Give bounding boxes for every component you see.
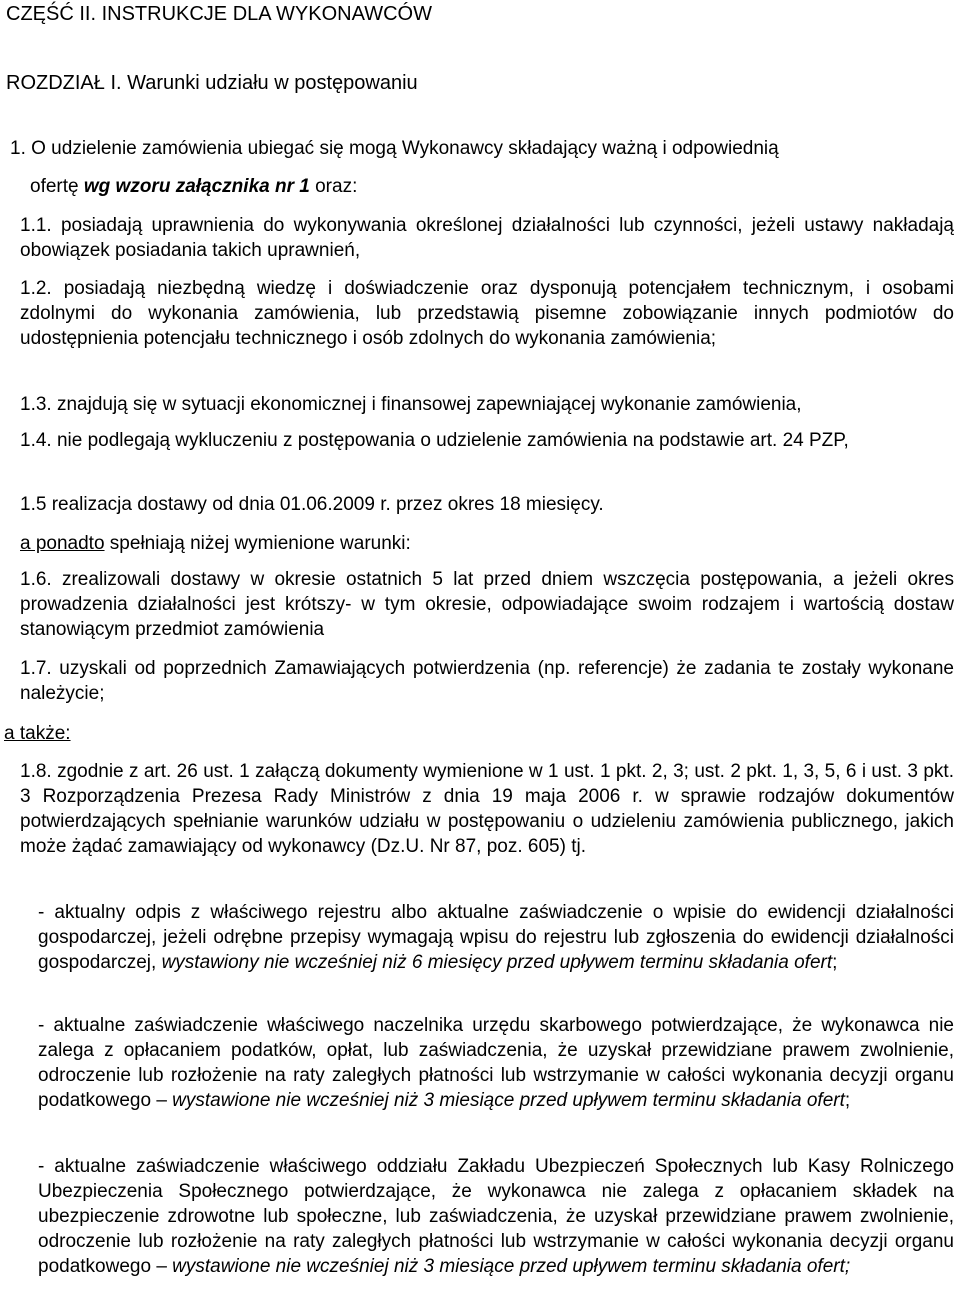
condition-1-5: 1.5 realizacja dostawy od dnia 01.06.2009 r. przez okres 18 miesięcy. [20,494,604,515]
document-item-3-text: - aktualne zaświadczenie właściwego oddziału Zakładu Ubezpieczeń Społecznych lub Kasy Rolniczego Ubezpieczenia Społecznego potwierdzające, że wykonawca nie zalega z opłacaniem składek na ubezpieczenie zdrowotne lub społeczne, lub zaświadczenia, że uzyskał przewidziane prawem zwolnienie, odroczenie lub rozłożenie na raty zaległych płatności lub wstrzymanie w całości wykonania decyzji organu podatkowego – [38,1156,954,1277]
document-item-1 [38,900,954,975]
section-1-text-end: oraz: [309,176,358,197]
condition-1-1: 1.1. posiadają uprawnienia do wykonywania określonej działalności lub czynności, jeżeli ustawy nakładają obowiązek posiadania takich uprawnień, [20,215,954,261]
document-item-2 [38,1013,954,1113]
chapter-title: ROZDZIAŁ I. Warunki udziału w postępowaniu [6,72,418,94]
takze-label: a także: [4,723,71,744]
condition-1-4: 1.4. nie podlegają wykluczeniu z postępowania o udzielenie zamówienia na podstawie art. 24 PZP, [20,430,849,451]
section-1-line-b [30,174,950,199]
ponadto-text: spełniają niżej wymienione warunki: [104,533,411,554]
condition-1-2: 1.2. posiadają niezbędną wiedzę i doświadczenie oraz dysponują potencjałem technicznym, i osobami zdolnymi do wykonania zamówienia, lub przedstawią pisemne zobowiązanie innych podmiotów do udostępnienia potencjału technicznego i osób zdolnych do wykonania zamówienia; [20,278,954,349]
condition-1-6: 1.6. zrealizowali dostawy w okresie ostatnich 5 lat przed dniem wszczęcia postępowania, a jeżeli okres prowadzenia działalności jest krótszy- w tym okresie, odpowiadające swoim rodzajem i wartością dostaw stanowiącym przedmiot zamówienia [20,569,954,640]
additional-conditions-intro [20,531,954,556]
document-item-3 [38,1154,954,1279]
condition-1-7: 1.7. uzyskali od poprzednich Zamawiających potwierdzenia (np. referencje) że zadania te zostały wykonane należycie; [20,658,954,704]
document-item-1-text: - aktualny odpis z właściwego rejestru albo aktualne zaświadczenie o wpisie do ewidencji działalności gospodarczej, jeżeli odrębne przepisy wymagają wpisu do rejestru lub zgłoszenia do ewidencji działalności gospodarczej, [38,902,954,973]
part-title: CZĘŚĆ II. INSTRUKCJE DLA WYKONAWCÓW [6,3,432,25]
section-1-line-a: 1. O udzielenie zamówienia ubiegać się mogą Wykonawcy składający ważną i odpowiednią [10,138,779,159]
ponadto-underlined: a ponadto [20,533,105,554]
document-item-2-text: - aktualne zaświadczenie właściwego naczelnika urzędu skarbowego potwierdzające, że wykonawca nie zalega z opłacaniem podatków, opłat, lub zaświadczenia, że uzyskał przewidziane prawem zwolnienie, odroczenie lub rozłożenie na raty zaległych płatności lub wstrzymanie w całości wykonania decyzji organu podatkowego – [38,1015,954,1111]
section-1-text: ofertę [30,176,84,197]
condition-1-3: 1.3. znajdują się w sytuacji ekonomicznej i finansowej zapewniającej wykonanie zamówienia, [20,394,802,415]
document-item-2-end: ; [844,1090,851,1111]
document-item-3-italic: wystawione nie wcześniej niż 3 miesiące przed upływem terminu składania ofert; [172,1256,851,1277]
document-item-2-italic: wystawione nie wcześniej niż 3 miesiące przed upływem terminu składania ofert [172,1090,845,1111]
document-item-1-italic: wystawiony nie wcześniej niż 6 miesięcy przed upływem terminu składania ofert [161,952,833,973]
attachment-reference: wg wzoru załącznika nr 1 [83,176,310,197]
document-item-1-end: ; [832,952,838,973]
condition-1-8: 1.8. zgodnie z art. 26 ust. 1 załączą dokumenty wymienione w 1 ust. 1 pkt. 2, 3; ust. 2 pkt. 1, 3, 5, 6 i ust. 3 pkt. 3 Rozporządzenia Prezesa Rady Ministrów z dnia 19 maja 2006 r. w sprawie rodzajów dokumentów potwierdzających spełnianie warunków udziału w postępowaniu o udzieleniu zamówienia publicznego, jakich może żądać zamawiający od wykonawcy (Dz.U. Nr 87, poz. 605) tj. [20,761,954,857]
